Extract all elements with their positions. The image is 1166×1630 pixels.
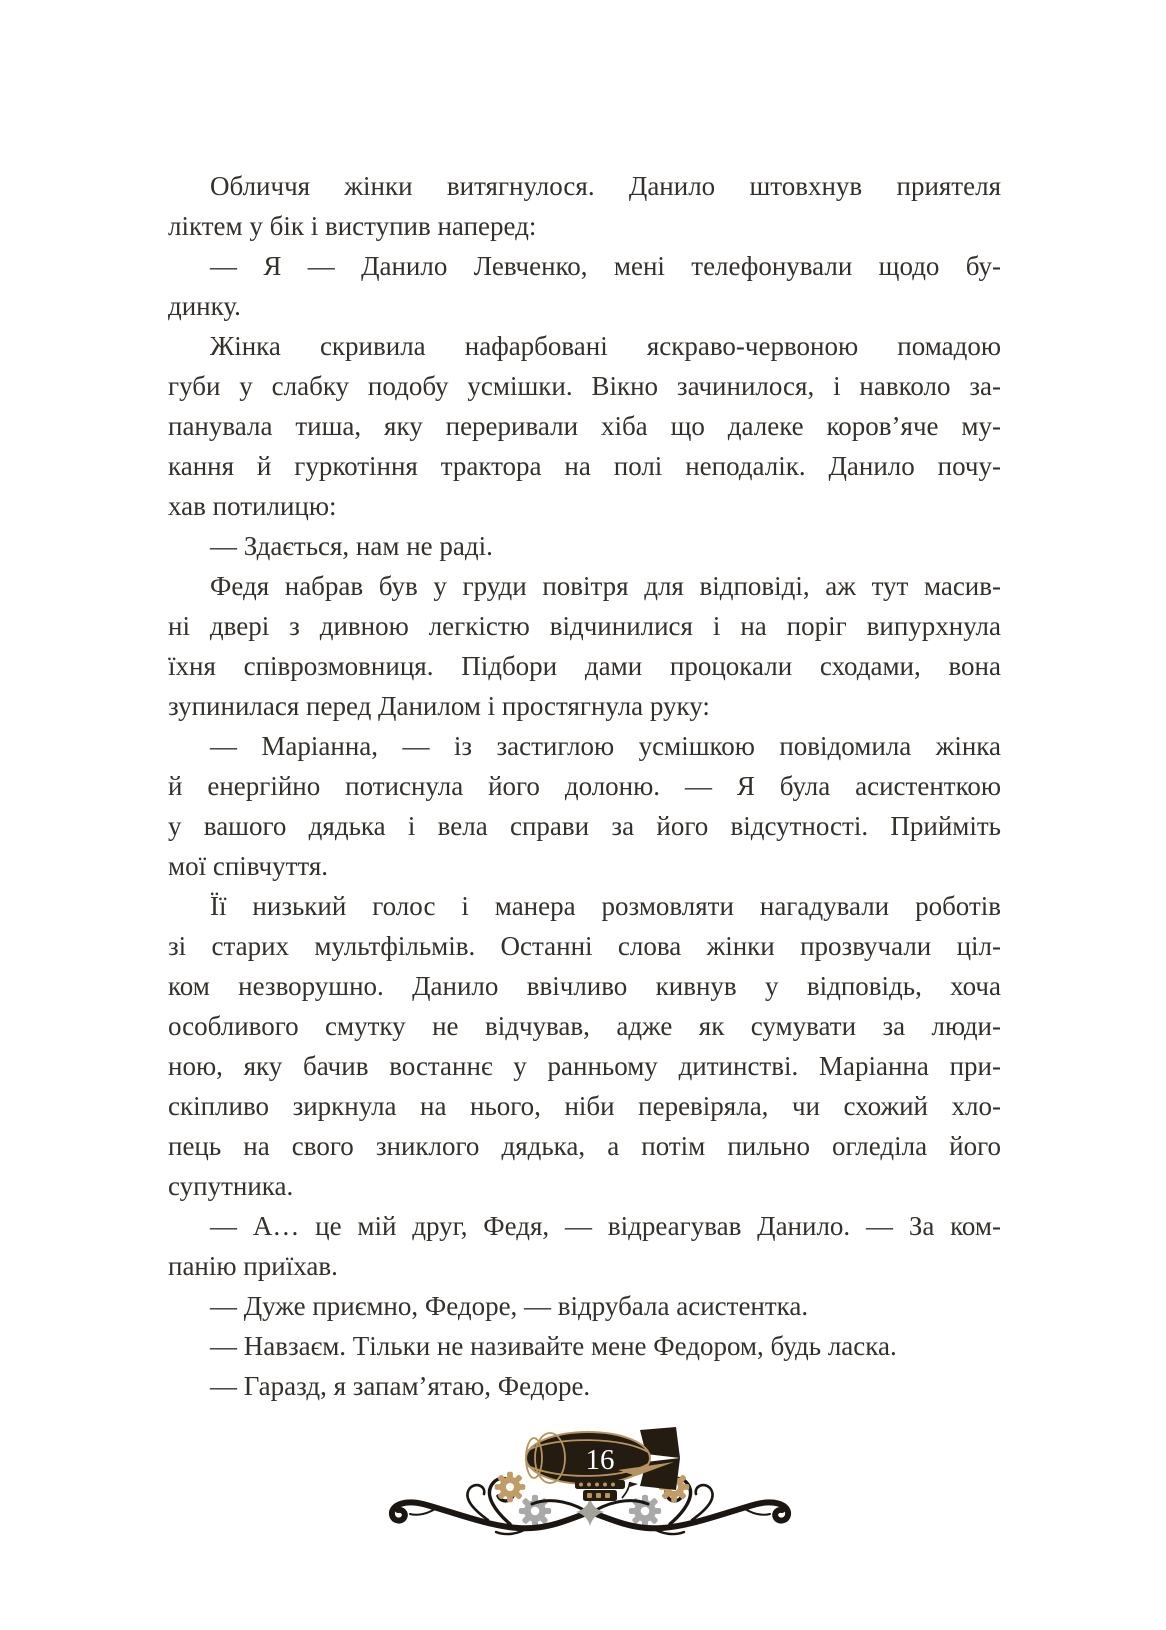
text-line: — А… це мій друг, Федя, — відреагував Данило. — За ком- <box>210 1211 1001 1241</box>
paragraph <box>168 566 1001 726</box>
text-line: губи у слабку подобу усмішки. Вікно зачинилося, і навколо за- <box>168 371 1001 401</box>
text-line: ком незворушно. Данило ввічливо кивнув у відповідь, хоча <box>168 971 1001 1001</box>
text-line: скіпливо зиркнула на нього, ніби перевіряла, чи схожий хло- <box>168 1091 1001 1121</box>
text-line: — Гаразд, я запам’ятаю, Федоре. <box>210 1371 591 1401</box>
paragraph <box>168 1286 1001 1326</box>
page-number: 16 <box>585 1444 615 1476</box>
paragraph <box>168 1326 1001 1366</box>
footer-ornament <box>378 1424 802 1536</box>
text-line: — Здається, нам не раді. <box>210 531 493 561</box>
text-line: Її низький голос і манера розмовляти нагадували роботів <box>210 891 1001 921</box>
text-line: хав потилицю: <box>168 491 337 521</box>
text-line: мої співчуття. <box>168 851 328 881</box>
text-line: динку. <box>168 291 241 321</box>
text-line: — Дуже приємно, Федоре, — відрубала асистентка. <box>210 1291 809 1321</box>
paragraph <box>168 166 1001 246</box>
text-line: ною, яку бачив востаннє у ранньому дитинстві. Маріанна при- <box>168 1051 1001 1081</box>
paragraph <box>168 1366 1001 1406</box>
text-line: особливого смутку не відчував, адже як сумувати за люди- <box>168 1011 1001 1041</box>
paragraph <box>168 326 1001 526</box>
text-line: ліктем у бік і виступив наперед: <box>168 211 537 241</box>
paragraph <box>168 526 1001 566</box>
text-line: панувала тиша, яку переривали хіба що далеке коров’яче му- <box>168 411 1001 441</box>
text-line: пець на свого зниклого дядька, а потім пильно огледіла його <box>168 1131 1001 1161</box>
paragraph <box>168 726 1001 886</box>
text-line: — Навзаєм. Тільки не називайте мене Федором, будь ласка. <box>210 1331 897 1361</box>
text-line: їхня співрозмовниця. Підбори дами процокали сходами, вона <box>168 651 1001 681</box>
airship-icon <box>526 1427 680 1501</box>
text-line: зі старих мультфільмів. Останні слова жінки прозвучали ціл- <box>168 931 1001 961</box>
paragraph <box>168 1206 1001 1286</box>
text-line: кання й гуркотіння трактора на полі неподалік. Данило почу- <box>168 451 1001 481</box>
text-line: — Я — Данило Левченко, мені телефонували щодо бу- <box>210 251 1001 281</box>
paragraph <box>168 886 1001 1206</box>
diamond-icon <box>576 1498 604 1526</box>
text-line: ні двері з дивною легкістю відчинилися і на поріг випурхнула <box>168 611 1001 641</box>
text-line: панію приїхав. <box>168 1251 338 1281</box>
text-line: Жінка скривила нафарбовані яскраво-червоною помадою <box>210 331 1001 361</box>
text-line: зупинилася перед Данилом і простягнула руку: <box>168 691 710 721</box>
text-line: й енергійно потиснула його долоню. — Я була асистенткою <box>168 771 1001 801</box>
text-line: — Маріанна, — із застиглою усмішкою повідомила жінка <box>210 731 1001 761</box>
footer-ornament-graphic <box>378 1424 802 1536</box>
text-line: Обличчя жінки витягнулося. Данило штовхнув приятеля <box>210 171 1001 201</box>
paragraph <box>168 246 1001 326</box>
text-line: Федя набрав був у груди повітря для відповіді, аж тут масив- <box>210 571 1001 601</box>
text-block <box>168 166 1001 1406</box>
text-line: супутника. <box>168 1171 294 1201</box>
text-line: у вашого дядька і вела справи за його відсутності. Прийміть <box>168 811 1001 841</box>
